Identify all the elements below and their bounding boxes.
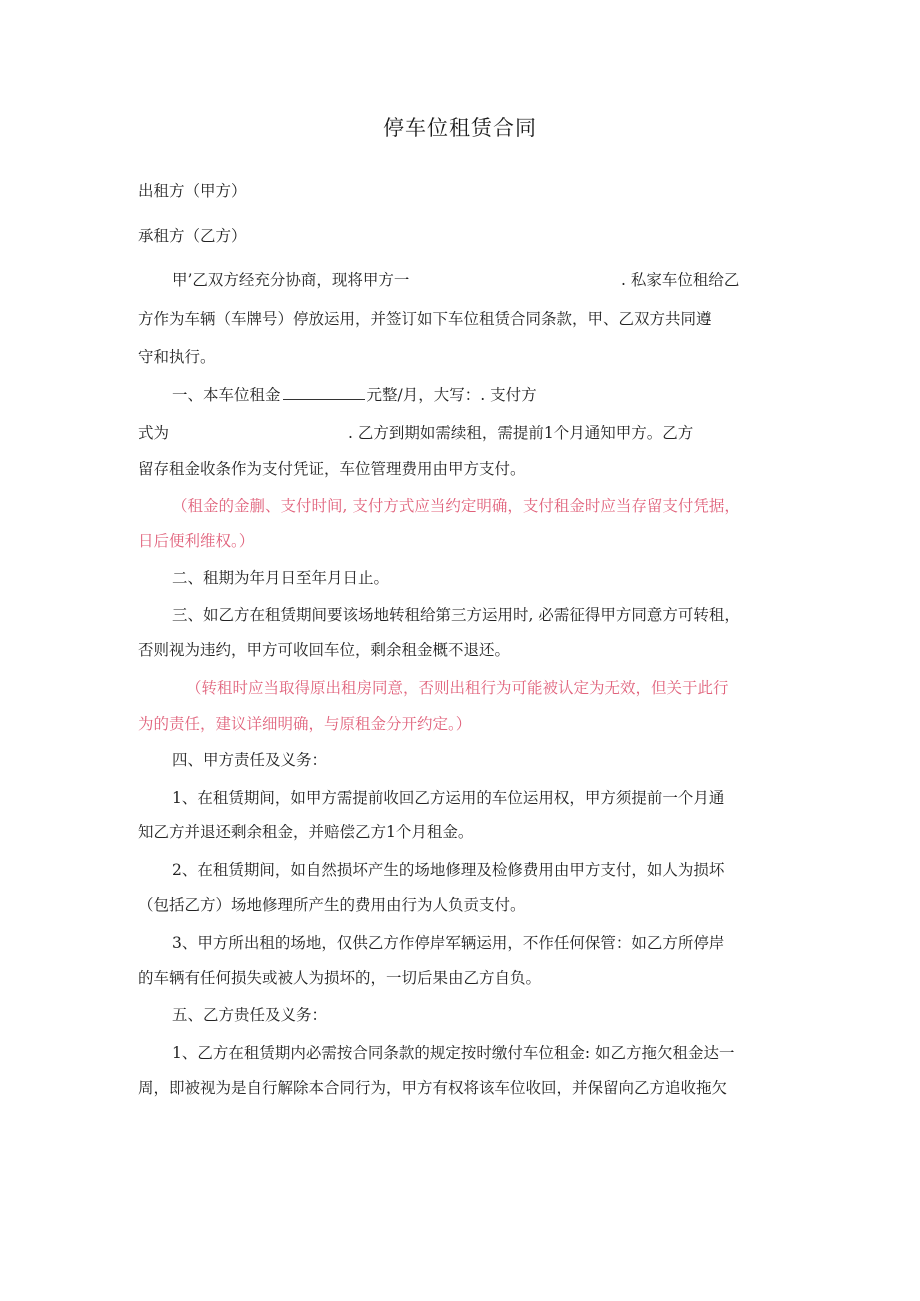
clause2-line: 二、租期为年月日至年月日止。 bbox=[172, 569, 390, 587]
intro-line-2: 方作为车辆（车牌号）停放运用，并签订如下车位租赁合同条款，甲、乙双方共同遵 bbox=[138, 310, 712, 328]
intro-line-3: 守和执行。 bbox=[138, 348, 216, 366]
clause1-rent-rest: 元整/月，大写：. 支付方 bbox=[366, 386, 537, 404]
lessor-line: 出租方（甲方） bbox=[138, 182, 247, 200]
intro-line-1a: 甲’乙双方经充分协商，现将甲方一 bbox=[172, 271, 410, 289]
clause1-line-3: 留存租金收条作为支付凭证，车位管理费用由甲方支付。 bbox=[138, 460, 526, 478]
clause4-item1-line-2: 知乙方并退还剩余租金，并赔偿乙方1个月租金。 bbox=[138, 823, 474, 841]
clause1-rent-label: 一、本车位租金 bbox=[172, 386, 281, 404]
clause3-line-2: 否则视为违约，甲方可收回车位，剩余租金概不退还。 bbox=[138, 641, 511, 659]
clause1-line-2b: . 乙方到期如需续租，需提前1个月通知甲方。乙方 bbox=[348, 424, 694, 442]
clause4-item2-line-1: 2、在租赁期间，如自然损坏产生的场地修理及检修费用由甲方支付，如人为损坏 bbox=[172, 861, 725, 879]
clause3-line-1: 三、如乙方在租赁期间要该场地转租给第三方运用时, 必需征得甲方同意方可转租， bbox=[172, 606, 740, 624]
clause4-heading: 四、甲方责任及义务： bbox=[172, 751, 328, 769]
clause1-line-1 bbox=[172, 385, 537, 405]
note1-line-1: （租金的金蒯、支付时间, 支付方式应当约定明确，支付租金时应当存留支付凭据， bbox=[172, 497, 740, 515]
clause4-item3-line-1: 3、甲方所出租的场地，仅供乙方作停岸军辆运用，不作任何保管：如乙方所停岸 bbox=[172, 934, 725, 952]
clause4-item1-line-1: 1、在租赁期间，如甲方需提前收回乙方运用的车位运用权，甲方须提前一个月通 bbox=[172, 789, 725, 807]
note2-line-2: 为的责任，建议详细明确，与原租金分开约定。） bbox=[138, 715, 472, 733]
clause5-item1-line-1: 1、乙方在租赁期内必需按合同条款的规定按时缴付车位租金: 如乙方拖欠租金达一 bbox=[172, 1044, 735, 1062]
clause5-heading: 五、乙方贵任及义务： bbox=[172, 1006, 328, 1024]
rent-amount-blank[interactable] bbox=[283, 385, 365, 400]
lessee-line: 承租方（乙方） bbox=[138, 227, 247, 245]
clause5-item1-line-2: 周，即被视为是自行解除本合同行为，甲方有权将该车位收回，并保留向乙方追收拖欠 bbox=[138, 1079, 728, 1097]
document-title: 停车位租赁合同 bbox=[383, 116, 537, 140]
note1-line-2: 日后便利维权。） bbox=[138, 532, 255, 550]
clause4-item2-line-2: （包括乙方）场地修理所产生的费用由行为人负贡支付。 bbox=[138, 896, 526, 914]
clause4-item3-line-2: 的车辆有任何损失或被人为损坏的，一切后果由乙方自负。 bbox=[138, 969, 542, 987]
clause1-line-2a: 式为 bbox=[138, 424, 170, 442]
intro-line-1b: . 私家车位租给乙 bbox=[621, 271, 740, 289]
note2-line-1: （转租时应当取得原出租房同意，否则出租行为可能被认定为无效，但关于此行 bbox=[186, 679, 729, 697]
